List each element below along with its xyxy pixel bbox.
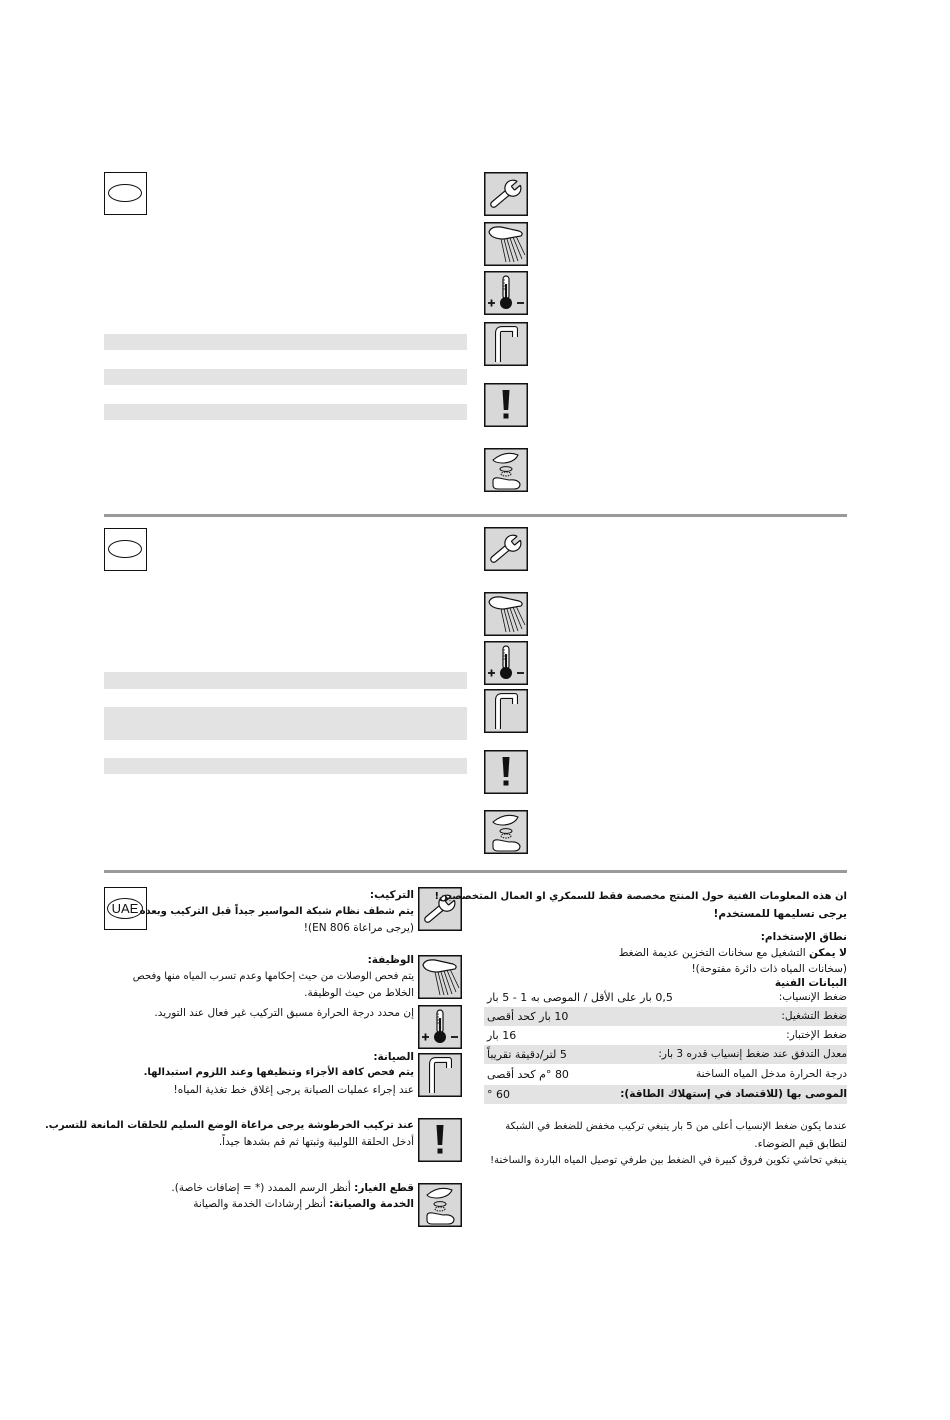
thermometer-icon xyxy=(418,1005,462,1049)
tech-row xyxy=(484,1026,847,1045)
thermometer-icon xyxy=(484,271,528,315)
pressure-note-line-1: عندما يكون ضغط الإنسياب أعلى من 5 بار ينبغي تركيب مخفض للضغط في الشبكة xyxy=(505,1121,847,1132)
installation-standard-note: (يرجى مراعاة EN 806)! xyxy=(303,922,414,934)
pressure-note-line-2: لتطابق قيم الضوضاء. xyxy=(754,1138,847,1150)
intro-line-1: ان هذه المعلومات الفنية حول المنتج مخصصة فقط للسمكري او العمال المتخصصين! xyxy=(434,891,847,902)
country-badge xyxy=(104,528,147,571)
text-placeholder-band xyxy=(104,758,467,774)
shower-head-icon xyxy=(484,222,528,266)
tech-row-label: معدل التدفق عند ضغط إنسياب قدره 3 بار: xyxy=(658,1048,847,1060)
tech-row-label: ضغط الإختبار: xyxy=(786,1029,847,1041)
text-placeholder-band xyxy=(104,672,467,689)
section-divider xyxy=(104,870,847,873)
tech-row xyxy=(484,1045,847,1064)
intro-line-2: يرجى تسليمها للمستخدم! xyxy=(713,908,847,920)
technical-data-heading: البيانات الفنية xyxy=(774,977,847,989)
country-oval xyxy=(108,184,142,202)
tech-row xyxy=(484,1007,847,1026)
service-text: أنظر إرشادات الخدمة والصيانة xyxy=(193,1198,326,1210)
shower-head-icon xyxy=(418,955,462,999)
tech-row-label: درجة الحرارة مدخل المياه الساخنة xyxy=(696,1068,847,1080)
thermostat-note: إن محدد درجة الحرارة مسبق التركيب غير فعال عند التوريد. xyxy=(154,1007,414,1019)
cartridge-warning-line-2: أدخل الحلقة اللولبية وثبتها ثم قم بشدها جيداً. xyxy=(218,1136,414,1148)
spare-parts-text: أنظر الرسم الممدد (* = إضافات خاصة). xyxy=(171,1182,351,1194)
cartridge-warning-line-1: عند تركيب الخرطوشة يرجى مراعاة الوضع السليم للحلقات المانعة للتسرب. xyxy=(44,1120,414,1131)
country-oval xyxy=(107,898,143,919)
maintenance-text-line-1: يتم فحص كافة الأجزاء وتنظيفها وعند اللزوم استبدالها. xyxy=(143,1067,414,1078)
shower-head-icon xyxy=(484,592,528,636)
installation-text: يتم شطف نظام شبكة المواسير جيداً قبل التركيب وبعده xyxy=(139,906,414,917)
hex-key-icon xyxy=(484,322,528,366)
scope-heading: نطاق الإستخدام: xyxy=(760,931,847,943)
text-placeholder-band xyxy=(104,334,467,350)
scope-warning xyxy=(619,946,847,960)
hex-key-icon xyxy=(484,689,528,733)
wrench-icon xyxy=(484,172,528,216)
warning-icon xyxy=(418,1118,462,1162)
maintenance-text-line-2: عند إجراء عمليات الصيانة يرجى إغلاق خط تغذية المياه! xyxy=(173,1084,414,1096)
tech-row-label: ضغط الإنسياب: xyxy=(778,991,847,1003)
tech-row-label: الموصى بها (للاقتصاد في إستهلاك الطاقة): xyxy=(620,1088,847,1100)
thermometer-icon xyxy=(484,641,528,685)
wrench-icon xyxy=(484,527,528,571)
text-placeholder-band xyxy=(104,404,467,420)
tech-row-value: 10 بار كحد أقصى xyxy=(487,1010,569,1023)
tech-row xyxy=(484,1085,847,1104)
tech-row-value: 0,5 بار على الأقل / الموصى به 1 - 5 بار xyxy=(487,991,673,1004)
tech-row-value: 16 بار xyxy=(487,1029,517,1042)
tech-row xyxy=(484,988,847,1007)
section-divider xyxy=(104,514,847,517)
warning-icon xyxy=(484,750,528,794)
country-badge xyxy=(104,172,147,215)
text-placeholder-band xyxy=(104,369,467,385)
function-text-line-1: يتم فحص الوصلات من حيث إحكامها وعدم تسرب المياه منها وفحص xyxy=(132,971,414,982)
warning-icon xyxy=(484,383,528,427)
scope-warning-bold: لا يمكن xyxy=(808,947,847,959)
scope-note: (سخانات المياه ذات دائرة مفتوحة)! xyxy=(691,963,847,975)
maintenance-heading: الصيانة: xyxy=(373,1051,414,1063)
spare-parts-line xyxy=(171,1181,414,1195)
country-code: UAE xyxy=(111,901,139,916)
spare-parts-icon xyxy=(484,448,528,492)
country-oval xyxy=(108,540,142,558)
scope-warning-text: التشغيل مع سخانات التخزين عديمة الضغط xyxy=(618,947,806,959)
installation-heading: التركيب: xyxy=(369,889,414,901)
spare-parts-icon xyxy=(418,1183,462,1227)
tech-row-value: 60 ° xyxy=(487,1088,510,1101)
service-label: الخدمة والصيانة: xyxy=(329,1198,414,1210)
tech-row-label: ضغط التشغيل: xyxy=(781,1010,847,1022)
hex-key-icon xyxy=(418,1053,462,1097)
pressure-note-line-3: ينبغي تحاشي تكوين فروق كبيرة في الضغط بين طرفي توصيل المياه الباردة والساخنة! xyxy=(490,1155,847,1166)
spare-parts-label: قطع الغيار: xyxy=(354,1182,414,1194)
service-line xyxy=(193,1197,414,1211)
tech-row-value: 5 لتر/دقيقة تقريباً xyxy=(487,1048,567,1061)
function-text-line-2: الخلاط من حيث الوظيفة. xyxy=(304,987,414,999)
tech-row-value: 80 °م كحد أقصى xyxy=(487,1068,569,1081)
spare-parts-icon xyxy=(484,810,528,854)
function-heading: الوظيفة: xyxy=(367,954,414,966)
tech-row xyxy=(484,1065,847,1084)
text-placeholder-band xyxy=(104,707,467,740)
